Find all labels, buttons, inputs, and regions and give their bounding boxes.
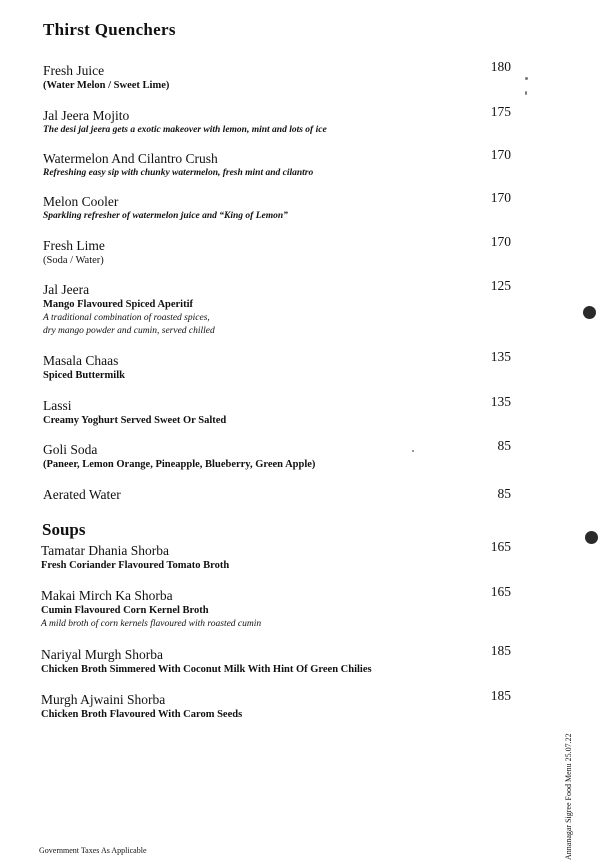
item-price: 135 xyxy=(490,394,511,409)
speck xyxy=(412,450,414,452)
item-name: Fresh Lime xyxy=(43,238,105,253)
footer-note: Government Taxes As Applicable xyxy=(39,846,147,855)
item-name: Nariyal Murgh Shorba xyxy=(41,647,163,662)
menu-item xyxy=(43,59,511,93)
item-price: 85 xyxy=(497,486,511,501)
item-name: Watermelon And Cilantro Crush xyxy=(43,151,218,166)
item-price: 170 xyxy=(490,147,511,162)
item-price: 135 xyxy=(490,349,511,364)
menu-item xyxy=(43,104,511,137)
item-price: 170 xyxy=(490,234,511,249)
section-title-thirst-quenchers: Thirst Quenchers xyxy=(43,20,176,39)
item-name: Masala Chaas xyxy=(43,353,119,368)
item-name: Aerated Water xyxy=(43,487,121,502)
item-description: A mild broth of corn kernels flavoured with roasted cumin xyxy=(41,619,262,629)
item-price: 125 xyxy=(490,278,511,293)
item-description: dry mango powder and cumin, served chilled xyxy=(43,326,215,336)
menu-version-note: Annanagar Sigree Food Menu 25.07.22 xyxy=(564,733,573,860)
menu-item xyxy=(43,234,511,268)
item-subtitle: Mango Flavoured Spiced Aperitif xyxy=(43,299,194,310)
menu-item xyxy=(41,539,511,573)
section-title-soups: Soups xyxy=(42,520,86,539)
item-variants: (Water Melon / Sweet Lime) xyxy=(43,80,170,91)
item-variants: (Soda / Water) xyxy=(43,255,104,266)
binder-hole xyxy=(585,531,598,544)
item-name: Tamatar Dhania Shorba xyxy=(41,543,170,558)
menu-item xyxy=(43,486,511,503)
item-price: 85 xyxy=(497,438,511,453)
item-description: Refreshing easy sip with chunky watermelon, fresh mint and cilantro xyxy=(43,168,314,178)
item-name: Lassi xyxy=(43,398,72,413)
item-name: Makai Mirch Ka Shorba xyxy=(41,588,173,603)
menu-item xyxy=(41,584,511,631)
item-name: Goli Soda xyxy=(43,442,98,457)
item-variants: (Paneer, Lemon Orange, Pineapple, Blueberry, Green Apple) xyxy=(43,459,316,470)
item-name: Fresh Juice xyxy=(43,63,105,78)
item-subtitle: Cumin Flavoured Corn Kernel Broth xyxy=(41,605,209,616)
menu-item xyxy=(43,190,511,223)
menu-item xyxy=(43,349,511,383)
menu-item xyxy=(43,394,511,428)
item-subtitle: Spiced Buttermilk xyxy=(43,370,125,381)
item-price: 170 xyxy=(490,190,511,205)
item-price: 175 xyxy=(490,104,511,119)
menu-item xyxy=(43,438,511,472)
speck xyxy=(525,91,527,95)
menu-item xyxy=(43,278,511,338)
item-price: 185 xyxy=(490,643,511,658)
item-subtitle: Fresh Coriander Flavoured Tomato Broth xyxy=(41,560,230,571)
speck xyxy=(525,77,528,80)
item-name: Murgh Ajwaini Shorba xyxy=(41,692,166,707)
item-description: Sparkling refresher of watermelon juice and “King of Lemon” xyxy=(43,211,288,221)
item-description: A traditional combination of roasted spices, xyxy=(43,313,210,323)
menu-item xyxy=(41,643,511,677)
item-subtitle: Chicken Broth Flavoured With Carom Seeds xyxy=(41,709,243,720)
item-price: 185 xyxy=(490,688,511,703)
item-name: Jal Jeera Mojito xyxy=(43,108,130,123)
item-name: Jal Jeera xyxy=(43,282,90,297)
menu-item xyxy=(41,688,511,722)
item-price: 165 xyxy=(490,539,511,554)
item-price: 180 xyxy=(490,59,511,74)
item-price: 165 xyxy=(490,584,511,599)
item-description: The desi jal jeera gets a exotic makeover with lemon, mint and lots of ice xyxy=(43,125,327,135)
binder-hole xyxy=(583,306,596,319)
item-name: Melon Cooler xyxy=(43,194,119,209)
item-subtitle: Chicken Broth Simmered With Coconut Milk With Hint Of Green Chilies xyxy=(41,664,372,675)
menu-item xyxy=(43,147,511,180)
item-subtitle: Creamy Yoghurt Served Sweet Or Salted xyxy=(43,415,227,426)
